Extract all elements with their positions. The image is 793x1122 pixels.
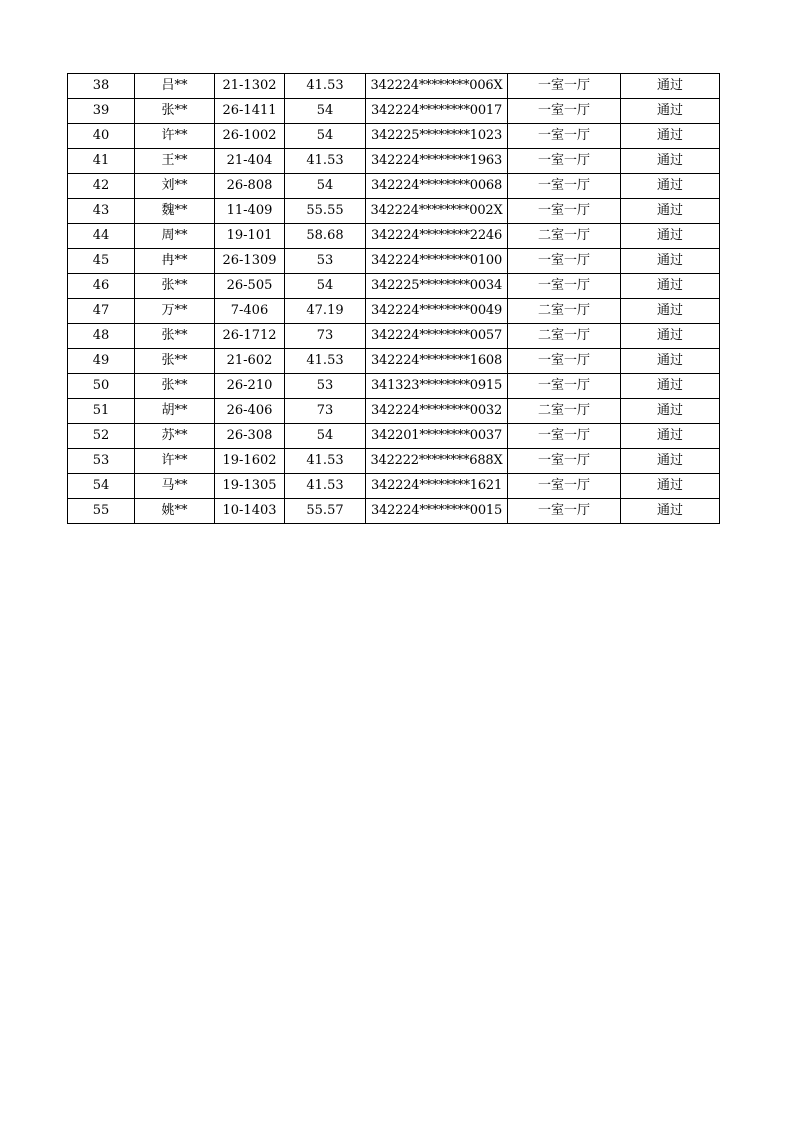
table-row — [68, 249, 720, 274]
area-cell: 54 — [285, 424, 366, 449]
id-number-cell: 342224********0100 — [366, 249, 508, 274]
table-row — [68, 99, 720, 124]
applicant-table — [67, 73, 720, 524]
unit-cell: 21-404 — [215, 149, 285, 174]
name-cell: 姚** — [135, 499, 215, 524]
table-row — [68, 474, 720, 499]
layout-cell: 一室一厅 — [508, 274, 621, 299]
id-number-cell: 342225********0034 — [366, 274, 508, 299]
id-number-cell: 342224********0017 — [366, 99, 508, 124]
result-cell: 通过 — [621, 324, 720, 349]
layout-cell: 一室一厅 — [508, 349, 621, 374]
result-cell: 通过 — [621, 149, 720, 174]
layout-cell: 一室一厅 — [508, 174, 621, 199]
document-page — [67, 73, 719, 524]
area-cell: 73 — [285, 399, 366, 424]
row-number-cell: 46 — [68, 274, 135, 299]
name-cell: 万** — [135, 299, 215, 324]
id-number-cell: 342224********0015 — [366, 499, 508, 524]
name-cell: 许** — [135, 449, 215, 474]
layout-cell: 一室一厅 — [508, 199, 621, 224]
id-number-cell: 342224********1963 — [366, 149, 508, 174]
name-cell: 苏** — [135, 424, 215, 449]
table-row — [68, 299, 720, 324]
row-number-cell: 40 — [68, 124, 135, 149]
area-cell: 41.53 — [285, 74, 366, 99]
unit-cell: 10-1403 — [215, 499, 285, 524]
name-cell: 王** — [135, 149, 215, 174]
id-number-cell: 341323********0915 — [366, 374, 508, 399]
row-number-cell: 44 — [68, 224, 135, 249]
layout-cell: 一室一厅 — [508, 474, 621, 499]
unit-cell: 21-1302 — [215, 74, 285, 99]
id-number-cell: 342225********1023 — [366, 124, 508, 149]
name-cell: 马** — [135, 474, 215, 499]
unit-cell: 7-406 — [215, 299, 285, 324]
result-cell: 通过 — [621, 499, 720, 524]
area-cell: 55.55 — [285, 199, 366, 224]
table-body — [68, 74, 720, 524]
result-cell: 通过 — [621, 249, 720, 274]
table-row — [68, 424, 720, 449]
id-number-cell: 342224********0068 — [366, 174, 508, 199]
layout-cell: 一室一厅 — [508, 374, 621, 399]
name-cell: 周** — [135, 224, 215, 249]
unit-cell: 26-1309 — [215, 249, 285, 274]
name-cell: 许** — [135, 124, 215, 149]
row-number-cell: 47 — [68, 299, 135, 324]
layout-cell: 一室一厅 — [508, 499, 621, 524]
name-cell: 魏** — [135, 199, 215, 224]
layout-cell: 一室一厅 — [508, 124, 621, 149]
result-cell: 通过 — [621, 424, 720, 449]
row-number-cell: 51 — [68, 399, 135, 424]
table-row — [68, 499, 720, 524]
result-cell: 通过 — [621, 174, 720, 199]
layout-cell: 一室一厅 — [508, 424, 621, 449]
table-row — [68, 274, 720, 299]
row-number-cell: 39 — [68, 99, 135, 124]
layout-cell: 一室一厅 — [508, 99, 621, 124]
table-row — [68, 174, 720, 199]
row-number-cell: 54 — [68, 474, 135, 499]
id-number-cell: 342224********006X — [366, 74, 508, 99]
row-number-cell: 42 — [68, 174, 135, 199]
table-row — [68, 374, 720, 399]
result-cell: 通过 — [621, 449, 720, 474]
table-row — [68, 349, 720, 374]
unit-cell: 21-602 — [215, 349, 285, 374]
name-cell: 冉** — [135, 249, 215, 274]
layout-cell: 一室一厅 — [508, 74, 621, 99]
unit-cell: 11-409 — [215, 199, 285, 224]
name-cell: 张** — [135, 99, 215, 124]
area-cell: 54 — [285, 174, 366, 199]
layout-cell: 一室一厅 — [508, 449, 621, 474]
id-number-cell: 342224********0032 — [366, 399, 508, 424]
layout-cell: 一室一厅 — [508, 249, 621, 274]
unit-cell: 26-1411 — [215, 99, 285, 124]
row-number-cell: 41 — [68, 149, 135, 174]
area-cell: 41.53 — [285, 449, 366, 474]
result-cell: 通过 — [621, 224, 720, 249]
name-cell: 吕** — [135, 74, 215, 99]
id-number-cell: 342224********2246 — [366, 224, 508, 249]
table-row — [68, 74, 720, 99]
result-cell: 通过 — [621, 124, 720, 149]
layout-cell: 二室一厅 — [508, 299, 621, 324]
area-cell: 41.53 — [285, 149, 366, 174]
result-cell: 通过 — [621, 74, 720, 99]
area-cell: 54 — [285, 99, 366, 124]
row-number-cell: 43 — [68, 199, 135, 224]
area-cell: 54 — [285, 124, 366, 149]
row-number-cell: 45 — [68, 249, 135, 274]
row-number-cell: 38 — [68, 74, 135, 99]
unit-cell: 26-308 — [215, 424, 285, 449]
unit-cell: 26-505 — [215, 274, 285, 299]
name-cell: 张** — [135, 349, 215, 374]
row-number-cell: 50 — [68, 374, 135, 399]
unit-cell: 26-210 — [215, 374, 285, 399]
id-number-cell: 342224********1621 — [366, 474, 508, 499]
layout-cell: 一室一厅 — [508, 149, 621, 174]
row-number-cell: 48 — [68, 324, 135, 349]
table-row — [68, 399, 720, 424]
unit-cell: 26-808 — [215, 174, 285, 199]
result-cell: 通过 — [621, 274, 720, 299]
layout-cell: 二室一厅 — [508, 399, 621, 424]
id-number-cell: 342224********002X — [366, 199, 508, 224]
result-cell: 通过 — [621, 474, 720, 499]
result-cell: 通过 — [621, 399, 720, 424]
row-number-cell: 53 — [68, 449, 135, 474]
name-cell: 胡** — [135, 399, 215, 424]
area-cell: 73 — [285, 324, 366, 349]
row-number-cell: 52 — [68, 424, 135, 449]
area-cell: 41.53 — [285, 349, 366, 374]
area-cell: 41.53 — [285, 474, 366, 499]
table-row — [68, 324, 720, 349]
area-cell: 54 — [285, 274, 366, 299]
area-cell: 53 — [285, 249, 366, 274]
result-cell: 通过 — [621, 199, 720, 224]
name-cell: 刘** — [135, 174, 215, 199]
table-row — [68, 149, 720, 174]
name-cell: 张** — [135, 274, 215, 299]
unit-cell: 26-1002 — [215, 124, 285, 149]
area-cell: 53 — [285, 374, 366, 399]
name-cell: 张** — [135, 374, 215, 399]
layout-cell: 二室一厅 — [508, 224, 621, 249]
name-cell: 张** — [135, 324, 215, 349]
result-cell: 通过 — [621, 299, 720, 324]
id-number-cell: 342222********688X — [366, 449, 508, 474]
row-number-cell: 49 — [68, 349, 135, 374]
layout-cell: 二室一厅 — [508, 324, 621, 349]
unit-cell: 26-1712 — [215, 324, 285, 349]
area-cell: 47.19 — [285, 299, 366, 324]
unit-cell: 26-406 — [215, 399, 285, 424]
id-number-cell: 342224********1608 — [366, 349, 508, 374]
row-number-cell: 55 — [68, 499, 135, 524]
unit-cell: 19-101 — [215, 224, 285, 249]
id-number-cell: 342201********0037 — [366, 424, 508, 449]
table-row — [68, 449, 720, 474]
table-row — [68, 224, 720, 249]
area-cell: 55.57 — [285, 499, 366, 524]
result-cell: 通过 — [621, 374, 720, 399]
id-number-cell: 342224********0049 — [366, 299, 508, 324]
unit-cell: 19-1602 — [215, 449, 285, 474]
result-cell: 通过 — [621, 99, 720, 124]
area-cell: 58.68 — [285, 224, 366, 249]
table-row — [68, 124, 720, 149]
unit-cell: 19-1305 — [215, 474, 285, 499]
table-row — [68, 199, 720, 224]
result-cell: 通过 — [621, 349, 720, 374]
id-number-cell: 342224********0057 — [366, 324, 508, 349]
